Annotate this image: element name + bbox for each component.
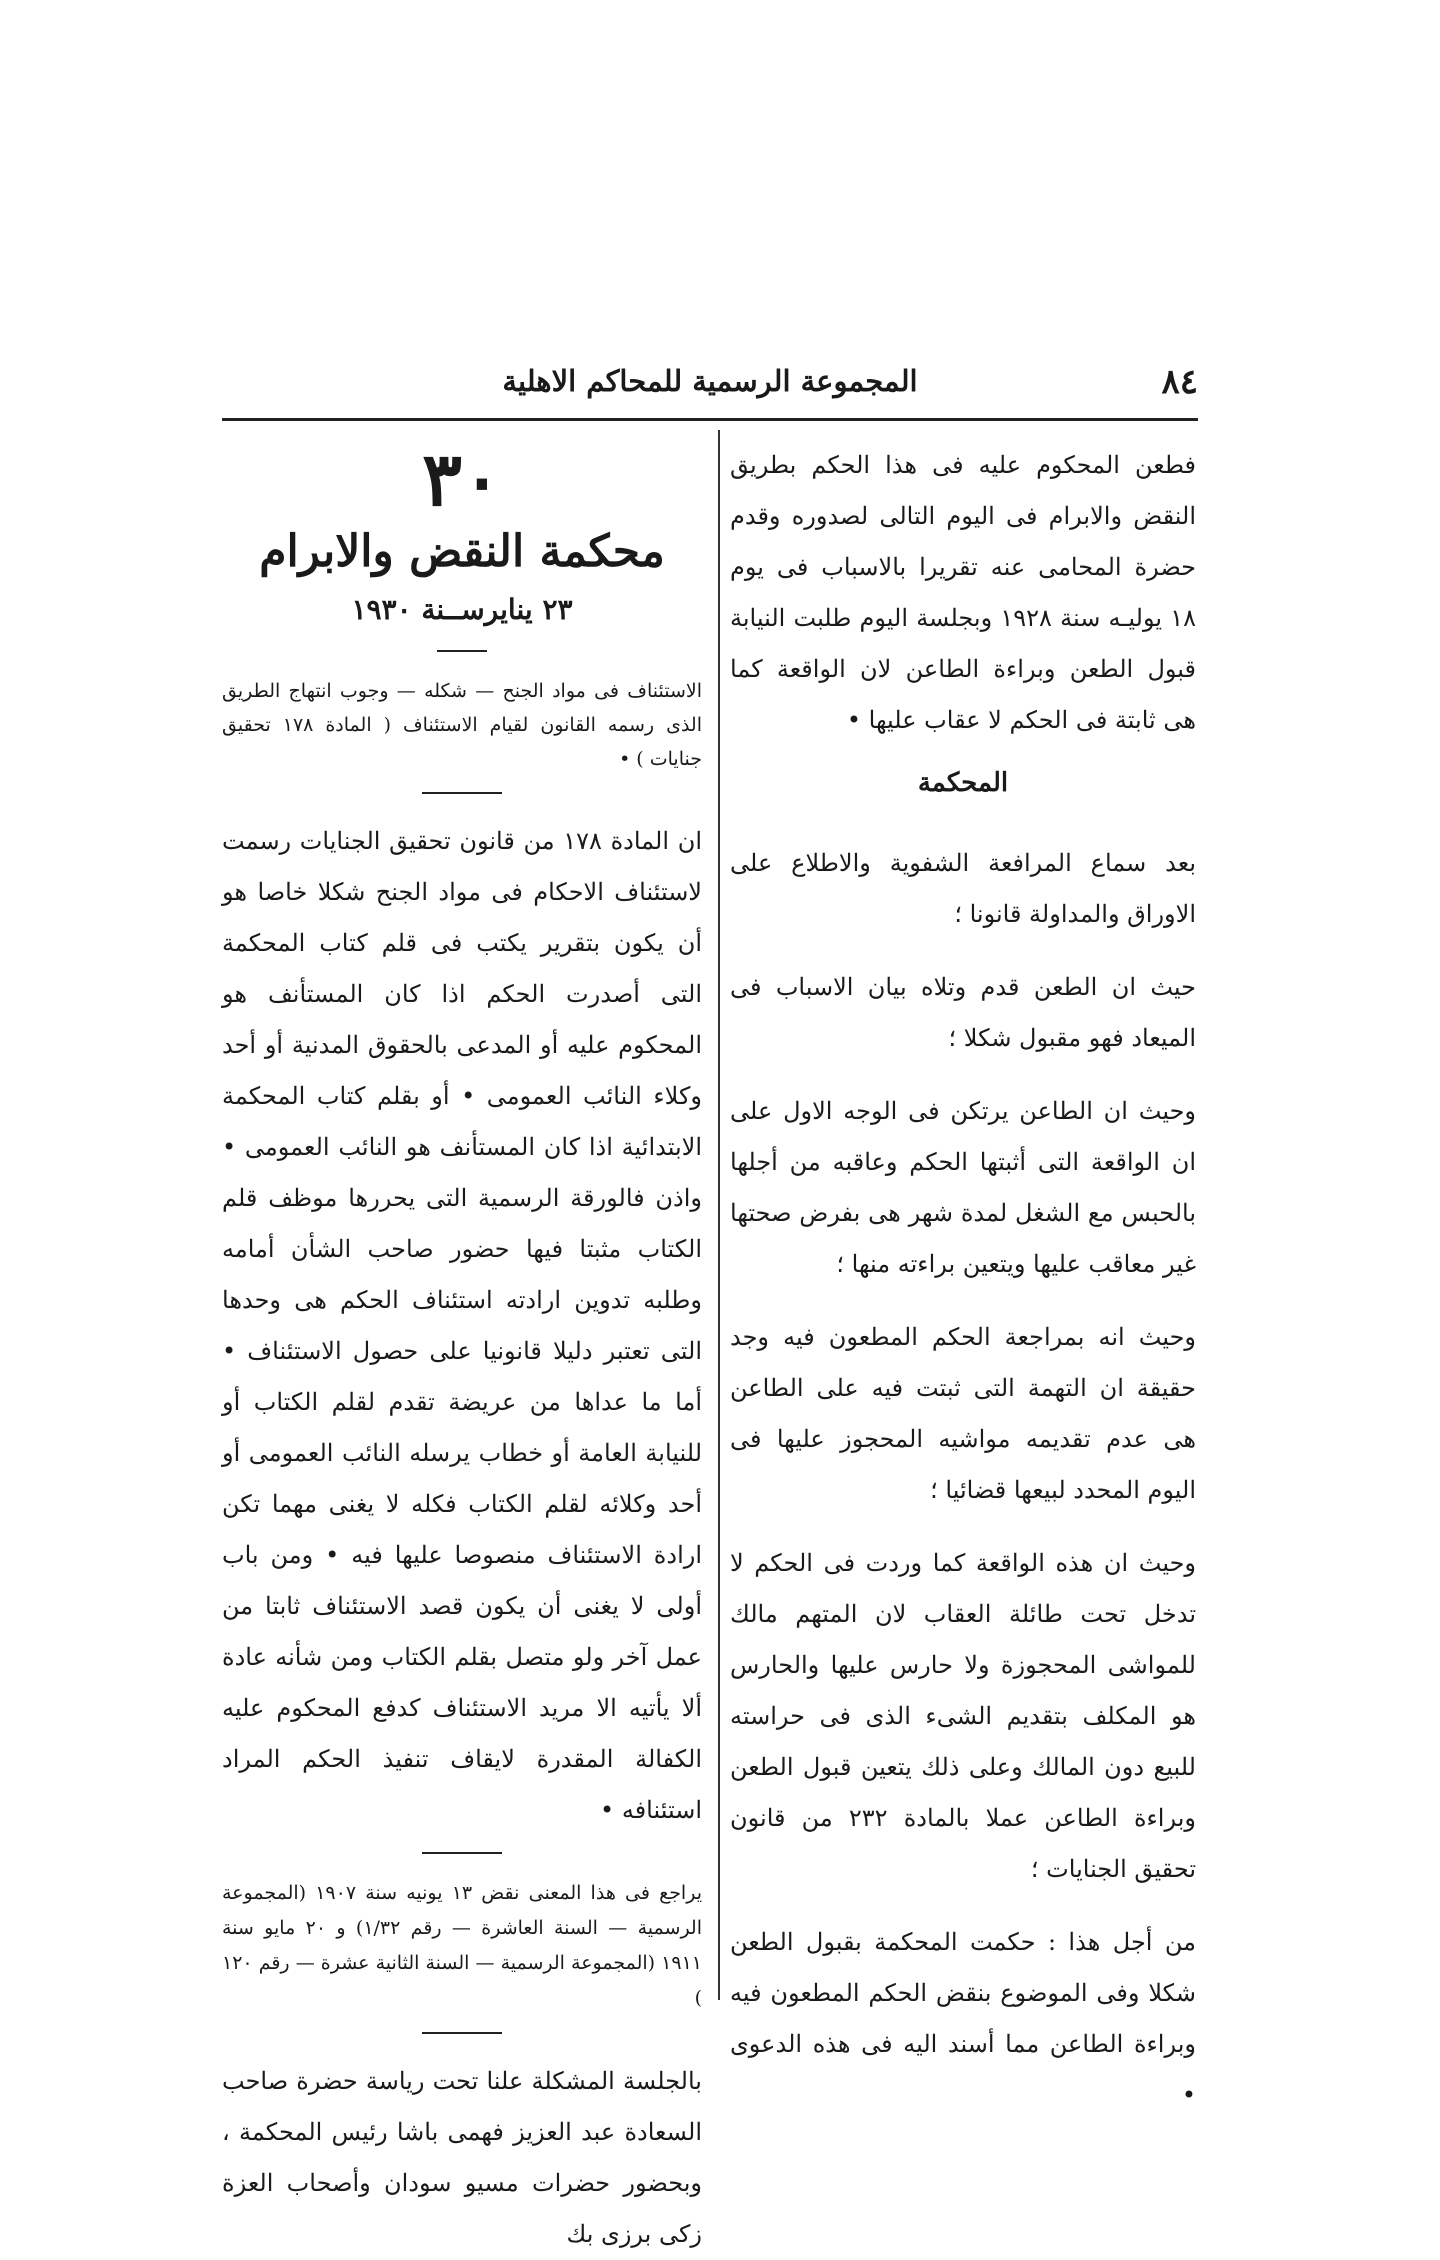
judgment-paragraph: من أجل هذا : حكمت المحكمة بقبول الطعن شكلا وفى الموضوع بنقض الحكم المطعون فيه وبراءة الطاعن مما أسند اليه فى هذه الدعوى • bbox=[730, 1928, 1196, 2109]
column-divider bbox=[718, 430, 720, 2000]
left-column bbox=[222, 437, 702, 2260]
case-number: ٣٠ bbox=[422, 437, 502, 523]
reference-note: يراجع فى هذا المعنى نقض ١٣ يونيه سنة ١٩٠٧ (المجموعة الرسمية — السنة العاشرة — رقم ١/٣٢) و ٢٠ مايو سنة ١٩١١ (المجموعة الرسمية — السنة الثانية عشرة — رقم ١٢٠ ) bbox=[222, 1882, 702, 2009]
separator-rule bbox=[422, 1852, 502, 1854]
separator-rule bbox=[422, 2032, 502, 2034]
case-date: ٢٣ ينايرســنة ١٩٣٠ bbox=[351, 593, 573, 626]
header-rule bbox=[222, 418, 1198, 421]
separator-rule bbox=[422, 792, 502, 794]
judgment-paragraph: وحيث ان الطاعن يرتكن فى الوجه الاول على ان الواقعة التى أثبتها الحكم وعاقبه من أجلها بالحبس مع الشغل لمدة شهر هى بفرض صحتها غير معاقب عليها ويتعين براءته منها ؛ bbox=[730, 1097, 1196, 1278]
court-heading: المحكمة bbox=[917, 768, 1009, 798]
opening-paragraph: فطعن المحكوم عليه فى هذا الحكم بطريق النقض والابرام فى اليوم التالى لصدوره وقدم حضرة المحامى عنه تقريرا بالاسباب فى يوم ١٨ يوليـه سنة ١٩٢٨ وبجلسة اليوم طلبت النيابة قبول الطعن وبراءة الطاعن لان الواقعة كما هى ثابتة فى الحكم لا عقاب عليها • bbox=[730, 451, 1196, 734]
right-column bbox=[730, 440, 1196, 2143]
running-title: المجموعة الرسمية للمحاكم الاهلية bbox=[502, 364, 918, 398]
judgment-paragraph: بعد سماع المرافعة الشفوية والاطلاع على الاوراق والمداولة قانونا ؛ bbox=[730, 849, 1196, 928]
headnote: ان المادة ١٧٨ من قانون تحقيق الجنايات رسمت لاستئناف الاحكام فى مواد الجنح شكلا خاصا هو أن يكون بتقرير يكتب فى قلم كتاب المحكمة التى أصدرت الحكم اذا كان المستأنف هو المحكوم عليه أو المدعى بالحقوق المدنية أو أحد وكلاء النائب العمومى • أو بقلم كتاب المحكمة الابتدائية اذا كان المستأنف هو النائب العمومى • واذن فالورقة الرسمية التى يحررها موظف قلم الكتاب مثبتا فيها حضور صاحب الشأن أمامه وطلبه تدوين ارادته استئناف الحكم هى وحدها التى تعتبر دليلا قانونيا على حصول الاستئناف • أما ما عداها من عريضة تقدم لقلم الكتاب أو للنيابة العامة أو خطاب يرسله النائب العمومى أو أحد وكلائه لقلم الكتاب فكله لا يغنى مهما تكن ارادة الاستئناف منصوصا عليها فيه • ومن باب أولى لا يغنى أن يكون قصد الاستئناف ثابتا من عمل آخر ولو متصل بقلم الكتاب ومن شأنه عادة ألا يأتيه الا مريد الاستئناف كدفع المحكوم عليه الكفالة المقدرة لايقاف تنفيذ الحكم المراد استئنافه • bbox=[222, 827, 702, 1824]
judgment-paragraph: وحيث انه بمراجعة الحكم المطعون فيه وجد حقيقة ان التهمة التى ثبتت فيه على الطاعن هى عدم تقديمه مواشيه المحجوز عليها فى اليوم المحدد لبيعها قضائيا ؛ bbox=[730, 1323, 1196, 1504]
page-number: ٨٤ bbox=[1161, 362, 1198, 402]
court-composition: بالجلسة المشكلة علنا تحت رياسة حضرة صاحب السعادة عبد العزيز فهمى باشا رئيس المحكمة ، وبحضور حضرات مسيو سودان وأصحاب العزة زكى برزى بك bbox=[222, 2067, 702, 2248]
case-summary: الاستئناف فى مواد الجنح — شكله — وجوب انتهاج الطريق الذى رسمه القانون لقيام الاستئناف ( المادة ١٧٨ تحقيق جنايات ) • bbox=[222, 680, 702, 770]
judgment-paragraph: وحيث ان هذه الواقعة كما وردت فى الحكم لا تدخل تحت طائلة العقاب لان المتهم مالك للمواشى المحجوزة ولا حارس عليها والحارس هو المكلف بتقديم الشىء الذى فى حراسته للبيع دون المالك وعلى ذلك يتعين قبول الطعن وبراءة الطاعن عملا بالمادة ٢٣٢ من قانون تحقيق الجنايات ؛ bbox=[730, 1549, 1196, 1883]
court-name: محكمة النقض والابرام bbox=[259, 526, 665, 577]
judgment-paragraph: حيث ان الطعن قدم وتلاه بيان الاسباب فى الميعاد فهو مقبول شكلا ؛ bbox=[730, 973, 1196, 1052]
page-header bbox=[222, 358, 1198, 418]
separator-rule bbox=[437, 650, 487, 652]
